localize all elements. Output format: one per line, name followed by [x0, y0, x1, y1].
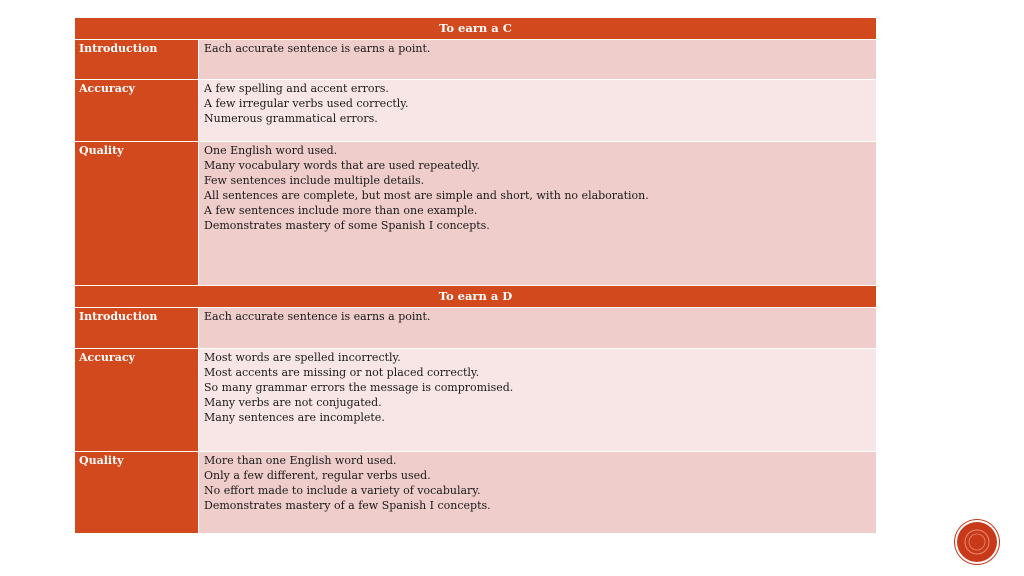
rubric-row-accuracy — [75, 349, 877, 452]
criteria-line: All sentences are complete, but most are simple and short, with no elaboration. — [204, 189, 649, 202]
criteria-line: One English word used. — [204, 144, 338, 157]
criteria-line: Each accurate sentence is earns a point. — [204, 310, 431, 323]
rubric-table — [74, 17, 877, 534]
row-criteria — [199, 80, 877, 142]
row-label: Accuracy — [79, 351, 135, 364]
criteria-line: More than one English word used. — [204, 454, 397, 467]
row-criteria — [199, 40, 877, 80]
row-criteria — [199, 452, 877, 534]
row-criteria — [199, 142, 877, 286]
section-title: To earn a C — [75, 18, 877, 40]
criteria-line: Only a few different, regular verbs used. — [204, 469, 431, 482]
criteria-line: A few irregular verbs used correctly. — [204, 97, 409, 110]
criteria-line: Many sentences are incomplete. — [204, 411, 385, 424]
criteria-line: Demonstrates mastery of some Spanish I concepts. — [204, 219, 490, 232]
row-label: Quality — [79, 144, 124, 157]
row-criteria — [199, 308, 877, 349]
section-header-c — [75, 18, 877, 40]
criteria-line: A few spelling and accent errors. — [204, 82, 389, 95]
criteria-line: A few sentences include more than one example. — [204, 204, 478, 217]
criteria-line: Many verbs are not conjugated. — [204, 396, 382, 409]
row-label: Accuracy — [79, 82, 135, 95]
criteria-line: So many grammar errors the message is compromised. — [204, 381, 514, 394]
row-label: Quality — [79, 454, 124, 467]
circle-emblem-icon — [963, 528, 991, 556]
criteria-line: No effort made to include a variety of vocabulary. — [204, 484, 481, 497]
rubric-row-quality — [75, 452, 877, 534]
section-header-d — [75, 286, 877, 308]
rubric-row-introduction — [75, 308, 877, 349]
criteria-line: Demonstrates mastery of a few Spanish I concepts. — [204, 499, 491, 512]
row-label: Introduction — [79, 310, 158, 323]
criteria-line: Numerous grammatical errors. — [204, 112, 378, 125]
rubric-row-introduction — [75, 40, 877, 80]
section-title: To earn a D — [75, 286, 877, 308]
criteria-line: Many vocabulary words that are used repeatedly. — [204, 159, 481, 172]
criteria-line: Most accents are missing or not placed correctly. — [204, 366, 480, 379]
next-slide-circle-icon[interactable] — [957, 522, 997, 562]
row-criteria — [199, 349, 877, 452]
row-label: Introduction — [79, 42, 158, 55]
rubric-row-quality — [75, 142, 877, 286]
criteria-line: Most words are spelled incorrectly. — [204, 351, 401, 364]
criteria-line: Few sentences include multiple details. — [204, 174, 425, 187]
criteria-line: Each accurate sentence is earns a point. — [204, 42, 431, 55]
rubric-row-accuracy — [75, 80, 877, 142]
